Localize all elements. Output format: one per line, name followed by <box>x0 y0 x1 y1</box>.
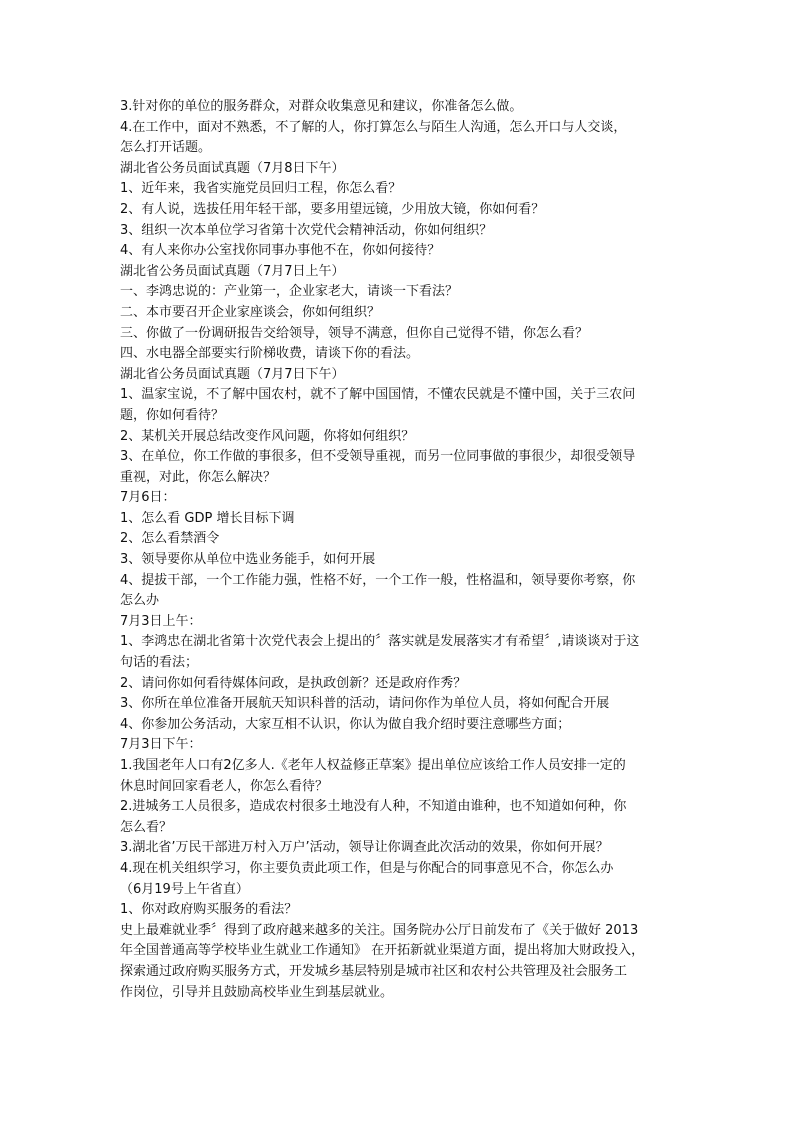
text-line: 2.进城务工人员很多，造成农村很多土地没有人种，不知道由谁种，也不知道如何种，你 <box>120 799 627 815</box>
section-heading: 7月6日： <box>120 490 176 506</box>
text-line: 4、有人来你办公室找你同事办事他不在，你如何接待？ <box>120 243 441 259</box>
text-line: 3、组织一次本单位学习省第十次党代会精神活动，你如何组织？ <box>120 222 493 238</box>
text-line: 重视，对此，你怎么解决？ <box>120 469 277 485</box>
text-line: 三、你做了一份调研报告交给领导，领导不满意，但你自己觉得不错，你怎么看？ <box>120 325 589 341</box>
text-line: 4、你参加公务活动，大家互相不认识，你认为做自我介绍时要注意哪些方面； <box>120 716 571 732</box>
text-line: 2、有人说，选拔任用年轻干部，要多用望远镜，少用放大镜，你如何看？ <box>120 201 545 217</box>
document-body <box>120 97 680 1003</box>
text-line: 探索通过政府购买服务方式，开发城乡基层特别是城市社区和农村公共管理及社会服务工 <box>120 963 628 979</box>
text-line: 3、在单位，你工作做的事很多，但不受领导重视，而另一位同事做的事很少，却很受领导 <box>120 449 636 465</box>
text-line: 1、近年来，我省实施党员回归工程，你怎么看？ <box>120 181 402 197</box>
text-line: 一、李鸿忠说的：产业第一，企业家老大，请谈一下看法？ <box>120 284 459 300</box>
section-heading: 7月3日上午： <box>120 613 202 629</box>
text-line: 1、温家宝说，不了解中国农村，就不了解中国国情，不懂农民就是不懂中国，关于三农问 <box>120 387 636 403</box>
text-line: 1、李鸿忠在湖北省第十次党代表会上提出的〞落实就是发展落实才有希望〞,请谈谈对于这 <box>120 634 640 650</box>
text-line: 3.湖北省’万民干部进万村入万户’活动，领导让你调查此次活动的效果，你如何开展？ <box>120 840 609 856</box>
text-line: 怎么办 <box>120 593 160 609</box>
text-line: 4.现在机关组织学习，你主要负责此项工作，但是与你配合的同事意见不合，你怎么办 <box>120 860 614 876</box>
text-line: 句话的看法； <box>120 655 199 671</box>
section-heading: 湖北省公务员面试真题（7月7日下午） <box>120 366 345 382</box>
text-line: 2、怎么看禁酒令 <box>120 531 220 547</box>
text-line: 3、领导要你从单位中选业务能手，如何开展 <box>120 552 376 568</box>
text-line: 3.针对你的单位的服务群众，对群众收集意见和建议，你准备怎么做。 <box>120 99 523 114</box>
section-heading: 7月3日下午： <box>120 737 202 753</box>
text-line: 题，你如何看待？ <box>120 407 225 423</box>
section-heading: 湖北省公务员面试真题（7月8日下午） <box>120 160 345 176</box>
text-line: 4、提拔干部，一个工作能力强，性格不好，一个工作一般，性格温和，领导要你考察，你 <box>120 572 636 588</box>
text-line: 二、本市要召开企业家座谈会，你如何组织？ <box>120 304 381 320</box>
text-line: 史上最难就业季〞得到了政府越来越多的关注。国务院办公厅日前发布了《关于做好 2013 <box>120 922 639 938</box>
section-heading: （6月19号上午省直） <box>120 881 249 897</box>
text-line: 1、怎么看 GDP 增长目标下调 <box>120 510 295 526</box>
text-line: 4.在工作中，面对不熟悉，不了解的人，你打算怎么与陌生人沟通，怎么开口与人交谈， <box>120 119 627 135</box>
text-line: 1.我国老年人口有2亿多人.《老年人权益修正草案》提出单位应该给工作人员安排一定的 <box>120 758 626 773</box>
text-line: 1、你对政府购买服务的看法？ <box>120 902 298 918</box>
section-heading: 湖北省公务员面试真题（7月7日上午） <box>120 263 345 279</box>
text-line: 年全国普通高等学校毕业生就业工作通知》 在开拓新就业渠道方面，提出将加大财政投入， <box>120 943 645 959</box>
text-line: 怎么看？ <box>120 819 173 835</box>
text-line: 怎么打开话题。 <box>120 140 212 156</box>
text-line: 作岗位，引导并且鼓励高校毕业生到基层就业。 <box>120 984 394 1000</box>
text-line: 2、请问你如何看待媒体问政，是执政创新？还是政府作秀？ <box>120 675 467 691</box>
text-line: 3、你所在单位准备开展航天知识科普的活动，请问你作为单位人员，将如何配合开展 <box>120 696 610 712</box>
text-line: 四、水电器全部要实行阶梯收费，请谈下你的看法。 <box>120 346 420 362</box>
text-line: 2、某机关开展总结改变作风问题，你将如何组织？ <box>120 428 415 444</box>
text-line: 休息时间回家看老人，你怎么看待？ <box>120 778 329 794</box>
